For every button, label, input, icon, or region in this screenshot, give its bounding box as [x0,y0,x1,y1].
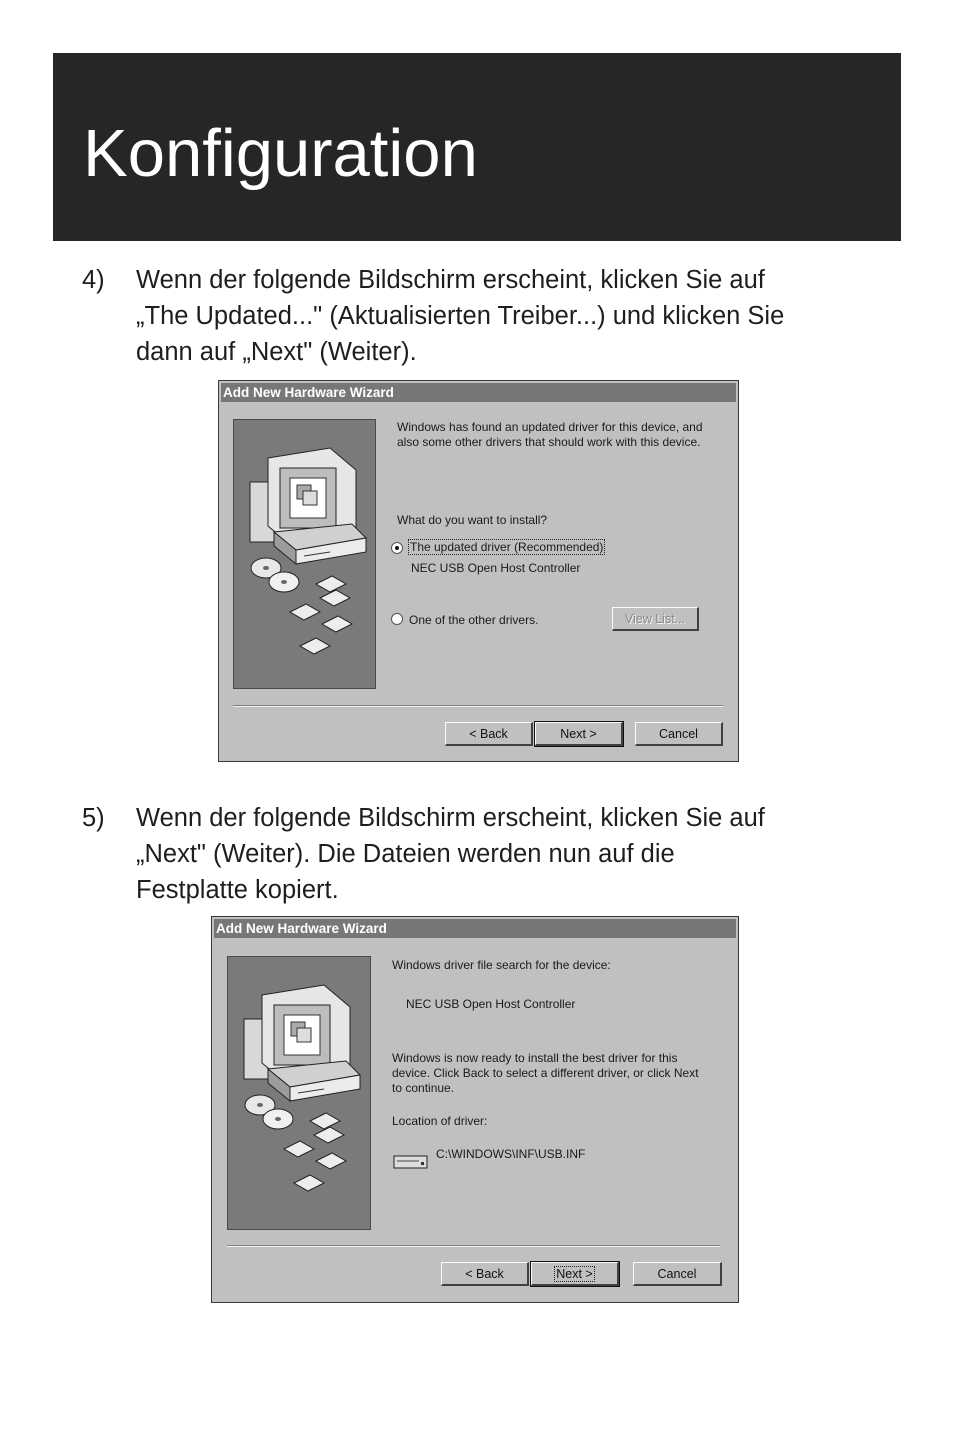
radio-selected-dot [395,546,399,550]
step-5-line: Wenn der folgende Bildschirm erscheint, klicken Sie auf [136,804,765,832]
step-4-line: Wenn der folgende Bildschirm erscheint, klicken Sie auf [136,266,765,294]
intro-text: also some other drivers that should work with this device. [397,435,701,449]
next-button[interactable]: Next > [535,722,623,746]
step-5-number: 5) [82,804,105,832]
location-label: Location of driver: [392,1114,488,1128]
computer-disks-icon [228,957,371,1230]
button-separator [233,705,723,707]
updated-driver-device: NEC USB Open Host Controller [411,561,581,575]
back-button[interactable]: < Back [441,1262,529,1286]
dialog-title-bar[interactable]: Add New Hardware Wizard [214,919,736,938]
page-title: Konfiguration [83,116,478,191]
location-path: C:\WINDOWS\INF\USB.INF [436,1147,586,1161]
drive-icon [393,1153,429,1171]
button-separator [227,1245,720,1247]
step-5-line: Festplatte kopiert. [136,876,339,904]
computer-disks-icon [234,420,376,689]
step-4-number: 4) [82,266,105,294]
back-button[interactable]: < Back [445,722,533,746]
search-label: Windows driver file search for the device: [392,958,611,972]
ready-text: to continue. [392,1081,455,1095]
cancel-button[interactable]: Cancel [635,722,723,746]
other-drivers-option[interactable]: One of the other drivers. [409,613,539,627]
updated-driver-radio[interactable] [391,542,403,554]
step-4-line: dann auf „Next" (Weiter). [136,338,417,366]
view-list-button[interactable]: View List... [612,607,699,631]
wizard-illustration-panel [227,956,371,1230]
ready-text: Windows is now ready to install the best driver for this [392,1051,678,1065]
other-drivers-radio[interactable] [391,613,403,625]
ready-text: device. Click Back to select a different driver, or click Next [392,1066,699,1080]
step-4-line: „The Updated..." (Aktualisierten Treiber...) und klicken Sie [136,302,785,330]
intro-text: Windows has found an updated driver for this device, and [397,420,703,434]
next-button[interactable]: Next > [531,1262,619,1286]
add-hardware-wizard-dialog [218,380,739,762]
add-hardware-wizard-dialog-2 [211,916,739,1303]
step-5-line: „Next" (Weiter). Die Dateien werden nun auf die [136,840,675,868]
wizard-illustration-panel [233,419,376,689]
updated-driver-option[interactable]: The updated driver (Recommended) [410,540,604,554]
step-5-instruction [82,800,882,908]
dialog-title-bar[interactable]: Add New Hardware Wizard [221,383,736,402]
step-4-instruction [82,262,882,370]
device-name: NEC USB Open Host Controller [406,997,576,1011]
install-question: What do you want to install? [397,513,548,527]
page-header [53,53,901,241]
cancel-button[interactable]: Cancel [633,1262,722,1286]
